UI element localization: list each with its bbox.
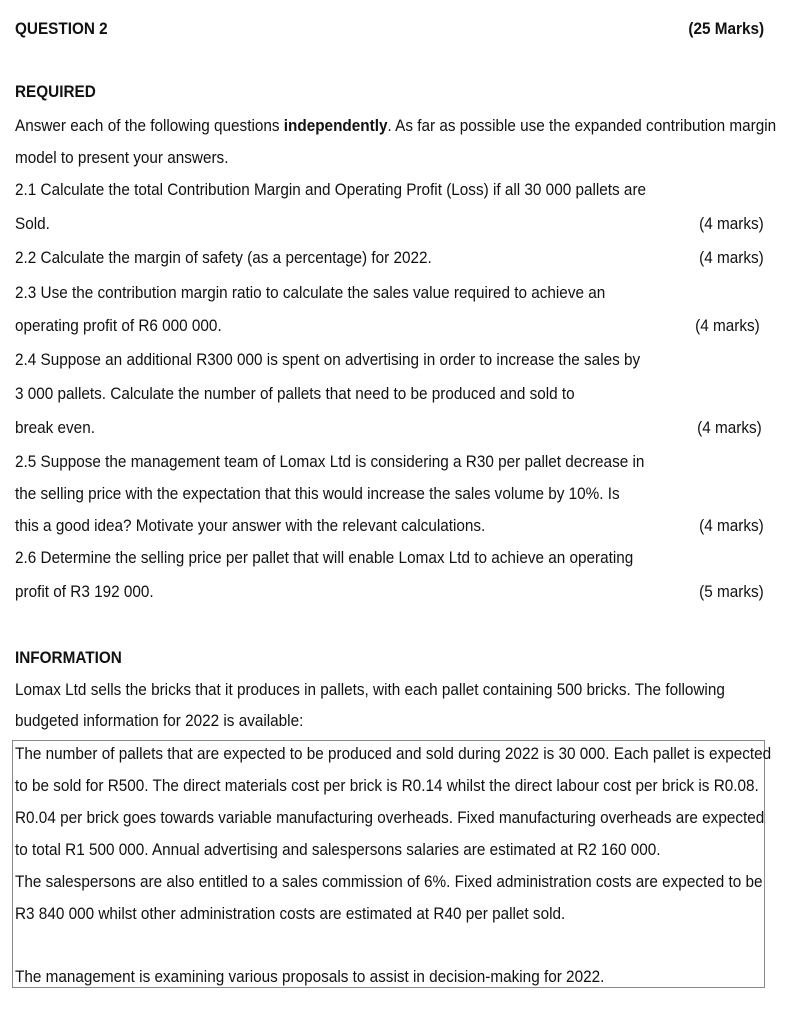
question-marks: (4 marks) bbox=[695, 316, 760, 335]
question-line: 2.4 Suppose an additional R300 000 is spent on advertising in order to increase the sales by bbox=[15, 350, 641, 369]
question-line: this a good idea? Motivate your answer with the relevant calculations. bbox=[15, 516, 486, 535]
question-marks: (4 marks) bbox=[697, 418, 762, 437]
question-line: 2.6 Determine the selling price per pallet that will enable Lomax Ltd to achieve an operating bbox=[15, 548, 634, 567]
information-intro-line2: budgeted information for 2022 is available: bbox=[15, 711, 304, 730]
required-intro-line2: model to present your answers. bbox=[15, 148, 229, 167]
question-line: 2.5 Suppose the management team of Lomax Ltd is considering a R30 per pallet decrease in bbox=[15, 452, 645, 471]
information-box-line: R3 840 000 whilst other administration costs are estimated at R40 per pallet sold. bbox=[15, 904, 566, 923]
information-heading: INFORMATION bbox=[15, 648, 122, 667]
question-marks: (5 marks) bbox=[699, 582, 764, 601]
question-line: profit of R3 192 000. bbox=[15, 582, 154, 601]
question-line: the selling price with the expectation that this would increase the sales volume by 10%. Is bbox=[15, 484, 620, 503]
question-line: 2.1 Calculate the total Contribution Margin and Operating Profit (Loss) if all 30 000 pallets are bbox=[15, 180, 647, 199]
question-line: Sold. bbox=[15, 214, 50, 233]
question-line: 2.2 Calculate the margin of safety (as a percentage) for 2022. bbox=[15, 248, 432, 267]
question-line: operating profit of R6 000 000. bbox=[15, 316, 222, 335]
question-marks: (4 marks) bbox=[699, 214, 764, 233]
required-heading: REQUIRED bbox=[15, 82, 96, 101]
required-intro-line1: Answer each of the following questions independently. As far as possible use the expanded contribution margin bbox=[15, 116, 777, 135]
question-line: 2.3 Use the contribution margin ratio to calculate the sales value required to achieve an bbox=[15, 283, 606, 302]
total-marks: (25 Marks) bbox=[688, 19, 764, 38]
information-box-line: to total R1 500 000. Annual advertising and salespersons salaries are estimated at R2 160 000. bbox=[15, 840, 661, 859]
information-intro-line1: Lomax Ltd sells the bricks that it produces in pallets, with each pallet containing 500 bricks. The following bbox=[15, 680, 725, 699]
question-line: break even. bbox=[15, 418, 95, 437]
information-box-line: The number of pallets that are expected to be produced and sold during 2022 is 30 000. Each pallet is expected bbox=[15, 744, 772, 763]
question-marks: (4 marks) bbox=[699, 248, 764, 267]
information-box-line: to be sold for R500. The direct materials cost per brick is R0.14 whilst the direct labour cost per brick is R0.08. bbox=[15, 776, 759, 795]
question-title: QUESTION 2 bbox=[15, 19, 108, 38]
question-marks: (4 marks) bbox=[699, 516, 764, 535]
information-box-line: The salespersons are also entitled to a sales commission of 6%. Fixed administration costs are expected to be bbox=[15, 872, 763, 891]
information-box-line: R0.04 per brick goes towards variable manufacturing overheads. Fixed manufacturing overheads are expected bbox=[15, 808, 765, 827]
question-line: 3 000 pallets. Calculate the number of pallets that need to be produced and sold to bbox=[15, 384, 575, 403]
independently-emphasis: independently bbox=[283, 116, 388, 135]
information-box-closing: The management is examining various proposals to assist in decision-making for 2022. bbox=[15, 967, 605, 986]
